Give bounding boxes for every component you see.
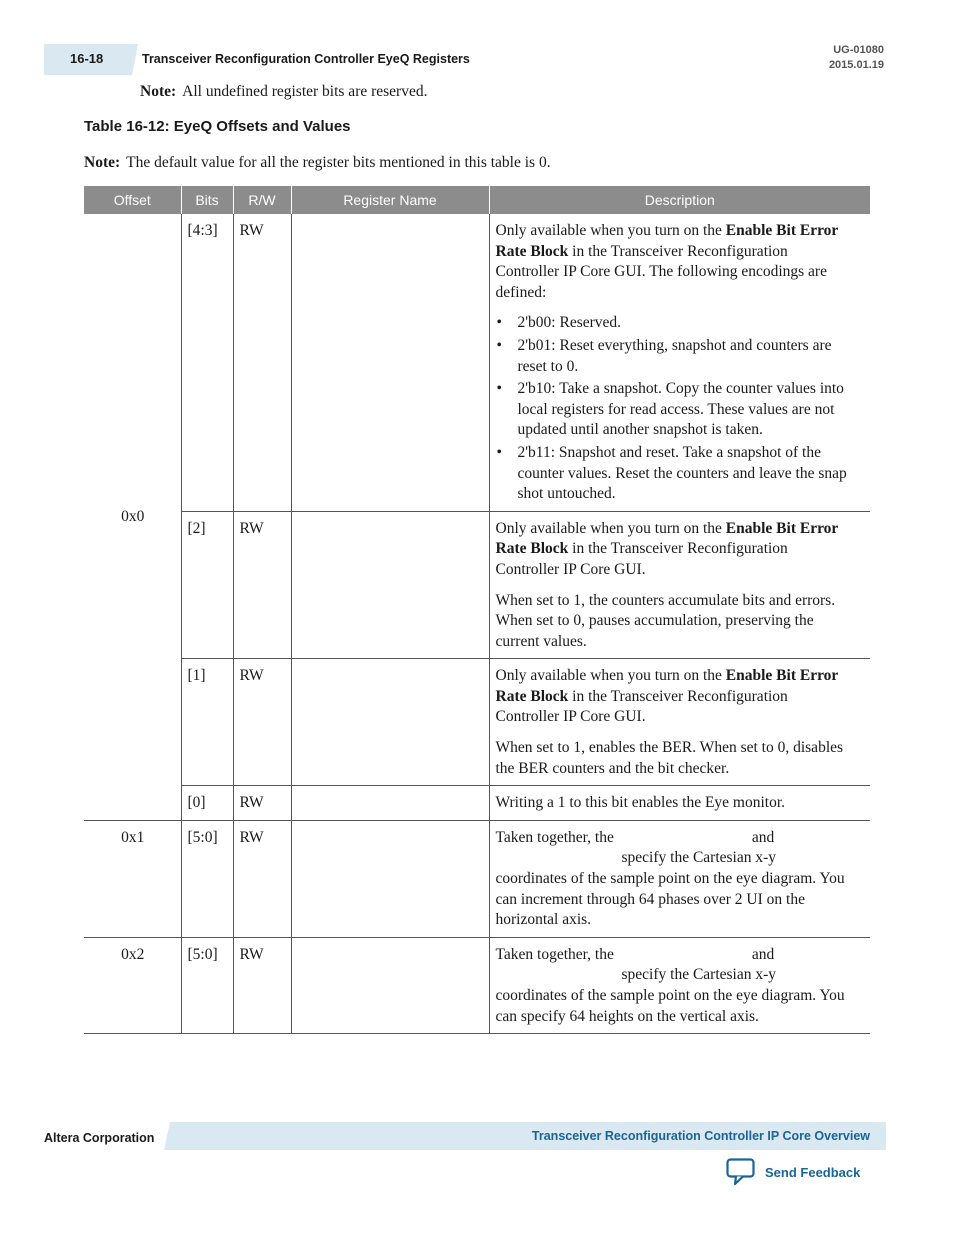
table-row xyxy=(84,659,870,786)
description-cell: Writing a 1 to this bit enables the Eye monitor. xyxy=(489,786,870,821)
description-text: Only available when you turn on the Enable Bit Error Rate Block in the Transceiver Reconfiguration Controller IP Core GUI. xyxy=(495,519,839,578)
bits-cell: [5:0] xyxy=(181,937,233,1033)
page-number: 16-18 xyxy=(70,51,104,66)
description-text: When set to 1, the counters accumulate bits and errors. When set to 0, pauses accumulation, preserving the current values. xyxy=(495,591,836,650)
column-header-description: Description xyxy=(489,186,870,214)
column-header-rw: R/W xyxy=(233,186,291,214)
doc-meta xyxy=(829,43,884,73)
bits-cell: [2] xyxy=(181,511,233,659)
document-title-link[interactable]: Transceiver Reconfiguration Controller IP Core Overview xyxy=(531,1129,870,1143)
description-cell: Taken together, the and specify the Cartesian x-y coordinates of the sample point on the eye diagram. You can specify 64 heights on the vertical axis. xyxy=(489,937,870,1033)
rw-cell: RW xyxy=(233,511,291,659)
column-header-offset: Offset xyxy=(84,186,181,214)
reserved-bits-note xyxy=(140,83,427,101)
register-name-cell xyxy=(291,511,489,659)
speech-bubble-icon xyxy=(726,1158,756,1186)
note-text: All undefined register bits are reserved. xyxy=(182,83,428,100)
bits-cell: [5:0] xyxy=(181,820,233,937)
bits-cell: [0] xyxy=(181,786,233,821)
list-item: • 2'b01: Reset everything, snapshot and counters are reset to 0. xyxy=(496,336,849,377)
default-value-note xyxy=(84,154,551,172)
register-name-cell xyxy=(291,820,489,937)
encoding-list xyxy=(496,313,849,504)
bits-cell: [1] xyxy=(181,659,233,786)
send-feedback-label: Send Feedback xyxy=(765,1164,861,1180)
doc-date: 2015.01.19 xyxy=(828,59,884,71)
table-row xyxy=(84,820,870,937)
rw-cell: RW xyxy=(233,214,291,511)
send-feedback-button[interactable] xyxy=(726,1158,860,1186)
description-cell xyxy=(489,511,870,659)
note-text: The default value for all the register bits mentioned in this table is 0. xyxy=(126,154,551,171)
rw-cell: RW xyxy=(233,820,291,937)
description-cell xyxy=(489,214,870,511)
table-row xyxy=(84,511,870,659)
table-row xyxy=(84,214,870,511)
register-name-cell xyxy=(291,786,489,821)
doc-id: UG-01080 xyxy=(833,44,884,56)
description-cell xyxy=(489,659,870,786)
register-name-cell xyxy=(291,659,489,786)
column-header-bits: Bits xyxy=(181,186,233,214)
column-header-register-name: Register Name xyxy=(291,186,489,214)
list-item: • 2'b00: Reserved. xyxy=(496,313,849,334)
description-text: Only available when you turn on the Enable Bit Error Rate Block in the Transceiver Reconfiguration Controller IP Core GUI. The following encodings are defined: xyxy=(495,222,839,301)
table-title: Table 16-12: EyeQ Offsets and Values xyxy=(84,118,351,135)
section-title: Transceiver Reconfiguration Controller EyeQ Registers xyxy=(142,52,470,66)
register-name-cell xyxy=(291,214,489,511)
eyeq-register-table xyxy=(84,186,870,1034)
description-text: Only available when you turn on the Enable Bit Error Rate Block in the Transceiver Reconfiguration Controller IP Core GUI. xyxy=(495,667,839,726)
list-item: • 2'b10: Take a snapshot. Copy the counter values into local registers for read access. These values are not updated until another snapshot is taken. xyxy=(496,379,849,441)
offset-cell: 0x1 xyxy=(84,820,181,937)
offset-cell: 0x2 xyxy=(84,937,181,1033)
description-cell: Taken together, the and specify the Cartesian x-y coordinates of the sample point on the eye diagram. You can increment through 64 phases over 2 UI on the horizontal axis. xyxy=(489,820,870,937)
table-row xyxy=(84,786,870,821)
note-label: Note: xyxy=(84,154,121,171)
rw-cell: RW xyxy=(233,786,291,821)
bits-cell: [4:3] xyxy=(181,214,233,511)
company-name: Altera Corporation xyxy=(44,1131,155,1145)
note-label: Note: xyxy=(140,83,177,100)
offset-cell: 0x0 xyxy=(84,214,181,820)
table-header-row xyxy=(84,186,870,214)
list-item: • 2'b11: Snapshot and reset. Take a snapshot of the counter values. Reset the counters and leave the snap shot untouched. xyxy=(496,443,849,505)
register-name-cell xyxy=(291,937,489,1033)
rw-cell: RW xyxy=(233,937,291,1033)
rw-cell: RW xyxy=(233,659,291,786)
table-row xyxy=(84,937,870,1033)
description-text: When set to 1, enables the BER. When set to 0, disables the BER counters and the bit checker. xyxy=(495,739,844,777)
